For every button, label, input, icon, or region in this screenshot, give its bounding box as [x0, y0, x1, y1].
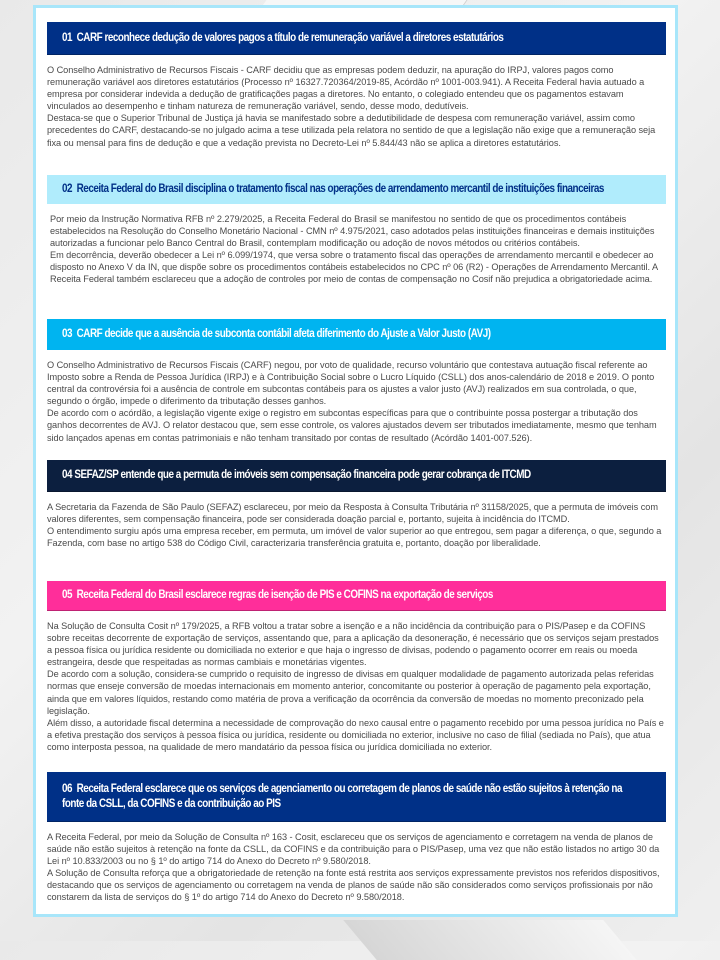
section-title: 05 Receita Federal do Brasil esclarece regras de isenção de PIS e COFINS na exportação de serviços	[62, 589, 493, 601]
news-section-03	[47, 319, 666, 444]
newsletter-card	[33, 5, 678, 917]
section-header	[47, 175, 666, 204]
section-title: 01 CARF reconhece dedução de valores pagos a título de remuneração variável a diretores estatutários	[62, 31, 504, 44]
section-body	[47, 64, 666, 149]
section-title: 03 CARF decide que a ausência de subconta contábil afeta diferimento do Ajuste a Valor Justo (AVJ)	[62, 328, 491, 340]
section-header	[47, 581, 666, 611]
section-body	[47, 501, 666, 549]
section-body	[47, 359, 666, 444]
paragraph: A Receita Federal, por meio da Solução de Consulta nº 163 - Cosit, esclareceu que os serviços de agenciamento e corretagem na venda de planos de saúde não estão sujeitos à retenção na fonte da CSLL, da COFINS e da contribuição para o PIS/Pasep, uma vez que não estão listados no artigo 30 da Lei nº 10.833/2003 ou no § 1º do artigo 714 do Anexo do Decreto nº 9.580/2018.	[47, 832, 660, 867]
paragraph: De acordo com o acórdão, a legislação vigente exige o registro em subcontas específicas para que o contribuinte possa postergar a tributação dos ganhos decorrentes de AVJ. O relator destacou que, sem esse controle, os valores ajustados devem ser tributados imediatamente, mesmo que tenham sido lançados apenas em contas patrimoniais e não tenham transitado por contas de resultado (Acórdão 1401-007.526).	[47, 408, 657, 443]
paragraph: O entendimento surgiu após uma empresa receber, em permuta, um imóvel de valor superior ao que entregou, sem pagar a diferença, o que, segundo a Fazenda, com base no artigo 538 do Código Civil, caracterizaria transferência gratuita e, portanto, doação por liberalidade.	[47, 526, 662, 549]
paragraph: Por meio da Instrução Normativa RFB nº 2.279/2025, a Receita Federal do Brasil se manifestou no sentido de que os procedimentos contábeis estabelecidos na Resolução do Conselho Monetário Nacional - CMN nº 4.975/2021, caso adotados pelas instituições financeiras e demais instituições autorizadas a funcionar pelo Banco Central do Brasil, contemplam modificação ou adoção de novos métodos ou critérios contábeis.	[50, 214, 655, 249]
news-section-04	[47, 460, 666, 549]
paragraph: Destaca-se que o Superior Tribunal de Justiça já havia se manifestado sobre a dedutibilidade de despesa com remuneração variável, assim como precedentes do CARF, destacando-se no julgado acima a tese utilizada pela relatora no sentido de que a legislação não exige que a remuneração seja fixa ou mensal para fins de dedução e que a vedação prevista no Decreto-Lei nº 5.844/43 não se aplica a diretores estatutários.	[47, 113, 656, 148]
section-title: 04 SEFAZ/SP entende que a permuta de imóveis sem compensação financeira pode gerar cobrança de ITCMD	[62, 469, 531, 481]
section-header	[47, 772, 666, 822]
news-section-02	[47, 175, 666, 286]
paragraph: A Solução de Consulta reforça que a obrigatoriedade de retenção na fonte está restrita aos serviços expressamente previstos nos referidos dispositivos, destacando que os serviços de agenciamento ou corretagem na venda de planos de saúde não são considerados como serviços profissionais por não constarem da lista de serviços do § 1º do artigo 714 do Anexo do Decreto nº 9.580/2018.	[47, 868, 660, 903]
background-decoration	[343, 920, 637, 960]
news-section-05	[47, 581, 666, 753]
paragraph: Além disso, a autoridade fiscal determina a necessidade de comprovação do nexo causal entre o pagamento recebido por uma pessoa jurídica no País e a efetiva prestação dos serviços à pessoa física ou jurídica, residente ou domiciliada no exterior, inclusive no caso de filial (sediada no País), que atua como interposta pessoa, na qualidade de mero mandatário da pessoa física ou jurídica domiciliada no exterior.	[47, 717, 664, 752]
paragraph: De acordo com a solução, considera-se cumprido o requisito de ingresso de divisas em qualquer modalidade de pagamento autorizada pelas referidas normas que enseje conversão de moedas internacionais em momento anterior, concomitante ou posterior à operação de pagamento pela exportação, ainda que em valores líquidos, restando como matéria de prova a verificação da ocorrência da conversão de moedas no momento preconizado pela legislação.	[47, 669, 654, 716]
news-section-06	[47, 772, 666, 904]
section-body	[47, 831, 666, 904]
news-section-01	[47, 22, 666, 149]
paragraph: O Conselho Administrativo de Recursos Fiscais - CARF decidiu que as empresas podem deduzir, na apuração do IRPJ, valores pagos como remuneração variável aos diretores estatutários (Processo nº 16327.720364/2019-85, Acórdão nº 1001-003.941). A Receita Federal havia autuado a empresa por considerar indevida a dedução de gratificações pagas a diretores. No entanto, o colegiado entendeu que os pagamentos estavam vinculados ao desempenho e tinham natureza de remuneração variável, sendo, desse modo, dedutíveis.	[47, 65, 645, 112]
section-body	[47, 620, 666, 753]
section-title: 02 Receita Federal do Brasil disciplina o tratamento fiscal nas operações de arrendamento mercantil de instituições financeiras	[62, 183, 604, 195]
paragraph: Na Solução de Consulta Cosit nº 179/2025, a RFB voltou a tratar sobre a isenção e a não incidência da contribuição para o PIS/Pasep e da COFINS sobre receitas decorrente de exportação de serviços, assentando que, para a aplicação da desoneração, é necessário que os serviços sejam prestados a pessoa física ou jurídica residente ou domiciliada no exterior e que haja o ingresso de divisas, podendo o pagamento ocorrer em reais ou moeda estrangeira, desde que respeitadas as normas cambiais e monetárias vigentes.	[47, 621, 659, 668]
section-header	[47, 319, 666, 350]
section-title: 06 Receita Federal esclarece que os serviços de agenciamento ou corretagem de planos de saúde não estão sujeitos à retenção na fonte da CSLL, da COFINS e da contribuição ao PIS	[62, 782, 622, 810]
paragraph: A Secretaria da Fazenda de São Paulo (SEFAZ) esclareceu, por meio da Resposta à Consulta Tributária nº 31158/2025, que a permuta de imóveis com valores diferentes, sem compensação financeira, pode ser considerada doação parcial e, portanto, sujeita à incidência do ITCMD.	[47, 502, 658, 525]
section-body	[47, 213, 666, 286]
section-header	[47, 460, 666, 492]
paragraph: Em decorrência, deverão obedecer a Lei nº 6.099/1974, que versa sobre o tratamento fiscal das operações de arrendamento mercantil e obedecer ao disposto no Anexo V da IN, que dispõe sobre os procedimentos contábeis estabelecidos no CPC nº 06 (R2) - Operações de Arrendamento Mercantil. A Receita Federal também esclareceu que a adoção de controles por meio de contas de compensação no Cosif não prejudica a obrigatoriedade acima.	[50, 250, 658, 285]
paragraph: O Conselho Administrativo de Recursos Fiscais (CARF) negou, por voto de qualidade, recurso voluntário que contestava autuação fiscal referente ao Imposto sobre a Renda de Pessoa Jurídica (IRPJ) e à Contribuição Social sobre o Lucro Líquido (CSLL) dos anos-calendário de 2018 e 2019. O ponto central da controvérsia foi a ausência de controle em subcontas contábeis para os ajustes a valor justo (AVJ) realizados em sua controlada, o que, segundo o órgão, impede o diferimento da tributação desses ganhos.	[47, 360, 655, 407]
section-header	[47, 22, 666, 55]
